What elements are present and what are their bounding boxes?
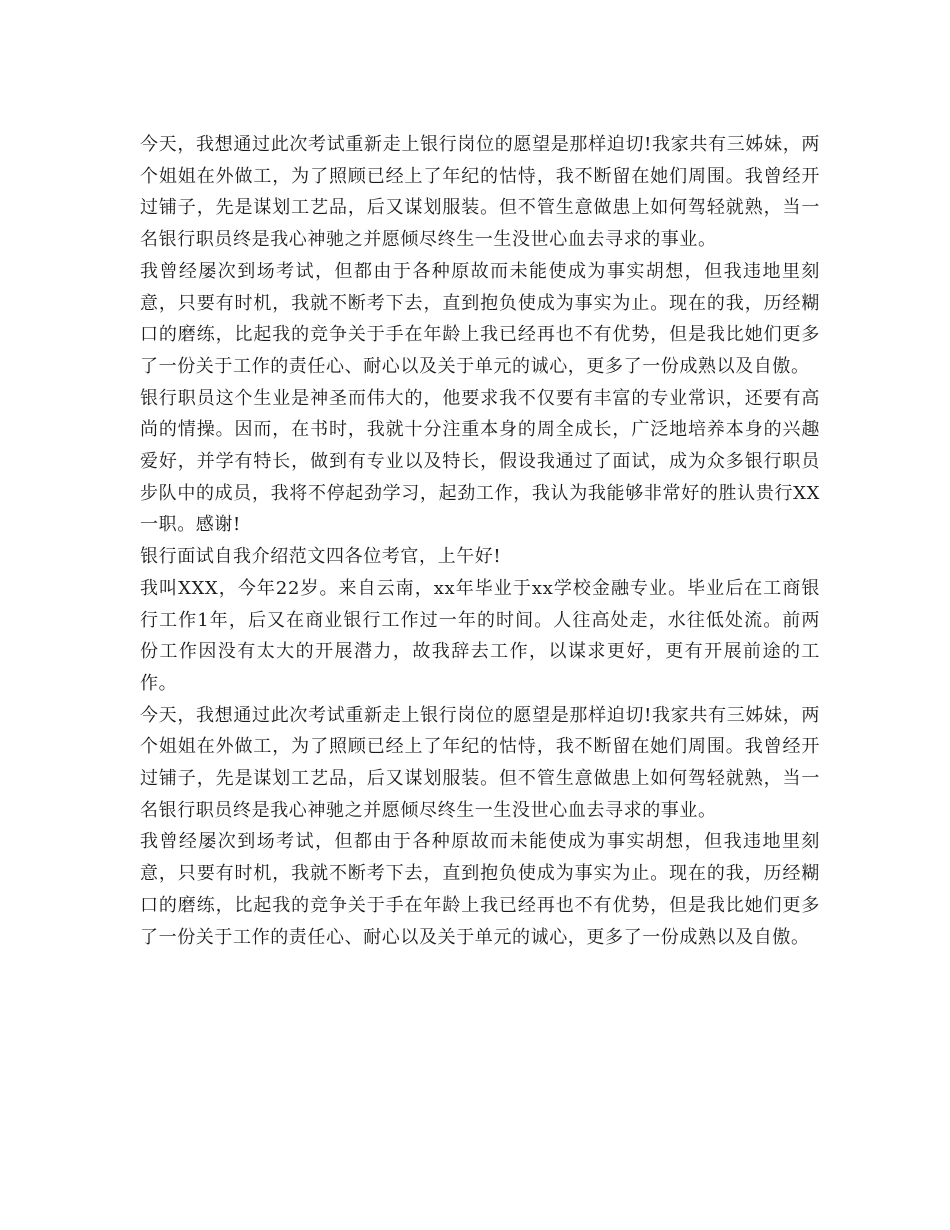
paragraph: 我曾经屡次到场考试，但都由于各种原故而未能使成为事实胡想，但我违地里刻意，只要有时机，我就不断考下去，直到抱负使成为事实为止。现在的我，历经糊口的磨练，比起我的竞争关于手在年龄上我已经再也不有优势，但是我比她们更多了一份关于工作的责任心、耐心以及关于单元的诚心，更多了一份成熟以及自傲。 [140,260,820,377]
section-heading: 银行面试自我介绍范文四各位考官，上午好! [140,546,502,568]
paragraph: 我叫XXX，今年22岁。来自云南，xx年毕业于xx学校金融专业。毕业后在工商银行工作1年，后又在商业银行工作过一年的时间。人往高处走，水往低处流。前两份工作因没有太大的开展潜力，故我辞去工作，以谋求更好，更有开展前途的工作。 [140,577,820,694]
paragraph: 今天，我想通过此次考试重新走上银行岗位的愿望是那样迫切!我家共有三姊妹，两个姐姐在外做工，为了照顾已经上了年纪的怙恃，我不断留在她们周围。我曾经开过铺子，先是谋划工艺品，后又谋划服装。但不管生意做患上如何驾轻就熟，当一名银行职员终是我心神驰之并愿倾尽终生一生没世心血去寻求的事业。 [140,704,820,821]
paragraph: 今天，我想通过此次考试重新走上银行岗位的愿望是那样迫切!我家共有三姊妹，两个姐姐在外做工，为了照顾已经上了年纪的怙恃，我不断留在她们周围。我曾经开过铺子，先是谋划工艺品，后又谋划服装。但不管生意做患上如何驾轻就熟，当一名银行职员终是我心神驰之并愿倾尽终生一生没世心血去寻求的事业。 [140,134,820,251]
paragraph: 银行职员这个生业是神圣而伟大的，他要求我不仅要有丰富的专业常识，还要有高尚的情操。因而，在书时，我就十分注重本身的周全成长，广泛地培养本身的兴趣爱好，并学有特长，做到有专业以及特长，假设我通过了面试，成为众多银行职员步队中的成员，我将不停起劲学习，起劲工作，我认为我能够非常好的胜认贵行XX一职。感谢! [140,387,820,536]
document-body [140,129,820,953]
paragraph: 我曾经屡次到场考试，但都由于各种原故而未能使成为事实胡想，但我违地里刻意，只要有时机，我就不断考下去，直到抱负使成为事实为止。现在的我，历经糊口的磨练，比起我的竞争关于手在年龄上我已经再也不有优势，但是我比她们更多了一份关于工作的责任心、耐心以及关于单元的诚心，更多了一份成熟以及自傲。 [140,831,820,948]
